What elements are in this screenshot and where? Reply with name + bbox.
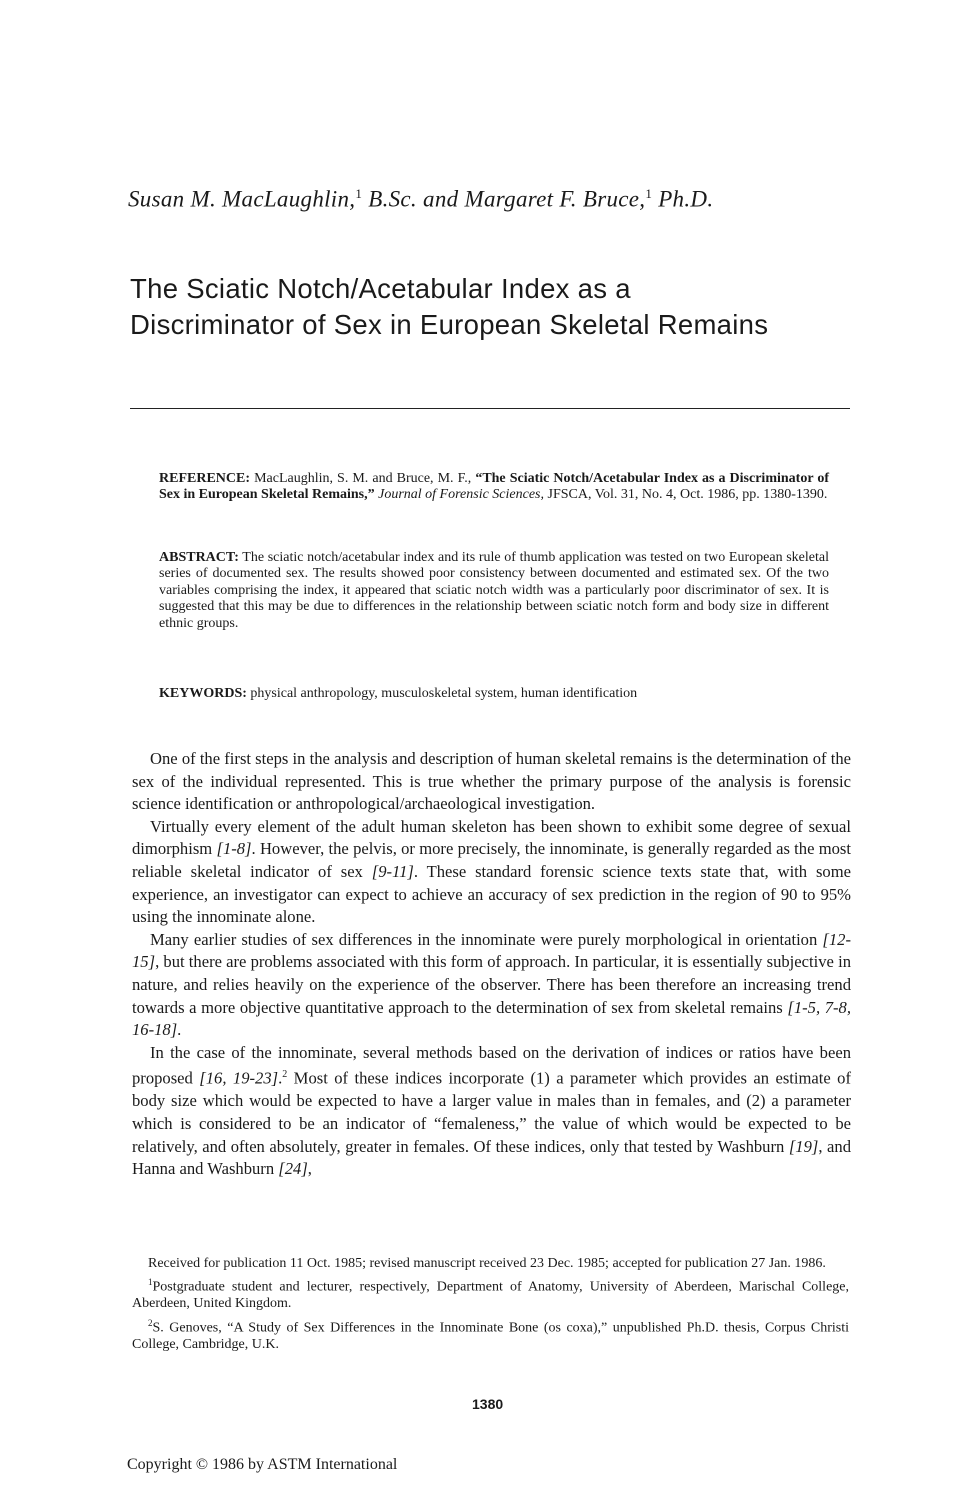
- title-divider: [130, 408, 850, 409]
- reference-label: REFERENCE:: [159, 471, 251, 486]
- keywords-text: physical anthropology, musculoskeletal system, human identification: [246, 686, 638, 701]
- body-text-run: Many earlier studies of sex differences in the innominate were purely morphological in orientation: [150, 929, 823, 949]
- citation: [16, 19-23]: [199, 1068, 279, 1088]
- footnote-1-text: Postgraduate student and lecturer, respectively, Department of Anatomy, University of Aberdeen, Marischal College, Aberdeen, United Kingdom.: [132, 1280, 849, 1312]
- author-1-degree: B.Sc.: [362, 186, 417, 212]
- reference-authors: MacLaughlin, S. M. and Bruce, M. F.,: [250, 471, 476, 486]
- abstract-text: The sciatic notch/acetabular index and its rule of thumb application was tested on two European skeletal series of documented sex. The results showed poor consistency between documented and estimated sex. Of the two variables comprising the index, it appeared that sciatic notch width was a particularly poor discriminator of sex. It is suggested that this may be due to differences in the relationship between sciatic notch form and body size in different ethnic groups.: [159, 550, 829, 631]
- body-text-run: .: [278, 1068, 283, 1088]
- body-text-run: Most of these indices incorporate (1) a parameter which provides an estimate of body size which would be expected to have a larger value in males than in females, and (2) a parameter which is considered to be an indicator of “femaleness,” the value of which would be expected to be relatively, and often absolutely, greater in females. Of these indices, only that tested by Washburn: [132, 1068, 851, 1156]
- body-paragraph-3: [132, 929, 851, 1042]
- author-2-degree: Ph.D.: [652, 186, 714, 212]
- citation: [24]: [278, 1159, 308, 1179]
- author-1-name: Susan M. MacLaughlin,: [128, 186, 356, 212]
- author-2-name: Margaret F. Bruce,: [464, 186, 646, 212]
- author-1-footnote-mark: 1: [355, 186, 363, 201]
- abstract-block: [159, 550, 829, 632]
- reference-block: [159, 471, 829, 504]
- page-number: 1380: [472, 1396, 504, 1412]
- paper-title: [130, 271, 890, 343]
- body-text-run: . However, the pelvis, or more precisely, the innominate, is generally regarded as the most reliable skeletal indicator of sex: [132, 839, 851, 881]
- paper-title-line-2: Discriminator of Sex in European Skeletal Remains: [130, 309, 769, 340]
- keywords-label: KEYWORDS:: [159, 686, 247, 701]
- body-text-run: ,: [307, 1159, 312, 1179]
- author-line: [128, 186, 888, 213]
- footnote-1-mark: 1: [148, 1277, 153, 1288]
- author-conjunction: and: [416, 186, 465, 212]
- body-text-run: . These standard forensic science texts state that, with some experience, an investigator can expect to achieve an accuracy of sex prediction in the region of 90 to 95% using the innominate alone.: [132, 861, 851, 927]
- body-paragraph-2: [132, 816, 851, 929]
- reference-journal: Journal of Forensic Sciences,: [374, 487, 544, 503]
- footnote-2-text: S. Genoves, “A Study of Sex Differences in the Innominate Bone (os coxa),” unpublished Ph.D. thesis, Corpus Christi College, Cambridge, U.K.: [132, 1320, 849, 1352]
- keywords-block: [159, 686, 829, 702]
- footnote-2-mark: 2: [148, 1317, 153, 1328]
- body-text-run: .: [177, 1020, 182, 1040]
- footnote-2: [132, 1315, 849, 1353]
- citation: [19]: [788, 1136, 819, 1156]
- citation: [1-5, 7-8, 16-18]: [132, 997, 851, 1040]
- citation: [9-11]: [371, 861, 414, 881]
- citation: [12-15]: [132, 929, 851, 972]
- footnote-1: [132, 1274, 849, 1312]
- footnotes: [132, 1256, 849, 1355]
- body-text-run: In the case of the innominate, several methods based on the derivation of indices or ratios have been proposed: [132, 1042, 851, 1088]
- reference-article-title: “The Sciatic Notch/Acetabular Index as a Discriminator of Sex in European Skeletal Remains,”: [159, 471, 829, 503]
- citation: [1-8]: [216, 839, 252, 859]
- body-paragraph-4: [132, 1042, 851, 1181]
- copyright-notice: Copyright © 1986 by ASTM International: [127, 1456, 398, 1473]
- body-text: [132, 748, 851, 1181]
- footnote-received: Received for publication 11 Oct. 1985; revised manuscript received 23 Dec. 1985; accepted for publication 27 Jan. 1986.: [148, 1256, 826, 1271]
- abstract-label: ABSTRACT:: [159, 550, 239, 565]
- body-text-run: , but there are problems associated with this form of approach. In particular, it is essentially subjective in nature, and relies heavily on the experience of the observer. There has been therefore an increasing trend towards a more objective quantitative approach to the determination of sex from skeletal remains: [132, 952, 851, 1017]
- footnote-mark: 2: [282, 1069, 288, 1081]
- body-paragraph-1: One of the first steps in the analysis and description of human skeletal remains is the determination of the sex of the individual represented. This is true whether the primary purpose of the analysis is forensic science identification or anthropological/archaeological investigation.: [132, 749, 851, 814]
- body-text-run: , and Hanna and Washburn: [132, 1136, 851, 1179]
- author-2-footnote-mark: 1: [645, 186, 653, 201]
- reference-details: JFSCA, Vol. 31, No. 4, Oct. 1986, pp. 1380-1390.: [544, 487, 828, 503]
- paper-title-line-1: The Sciatic Notch/Acetabular Index as a: [130, 273, 631, 304]
- body-text-run: Virtually every element of the adult human skeleton has been shown to exhibit some degree of sexual dimorphism: [132, 816, 851, 859]
